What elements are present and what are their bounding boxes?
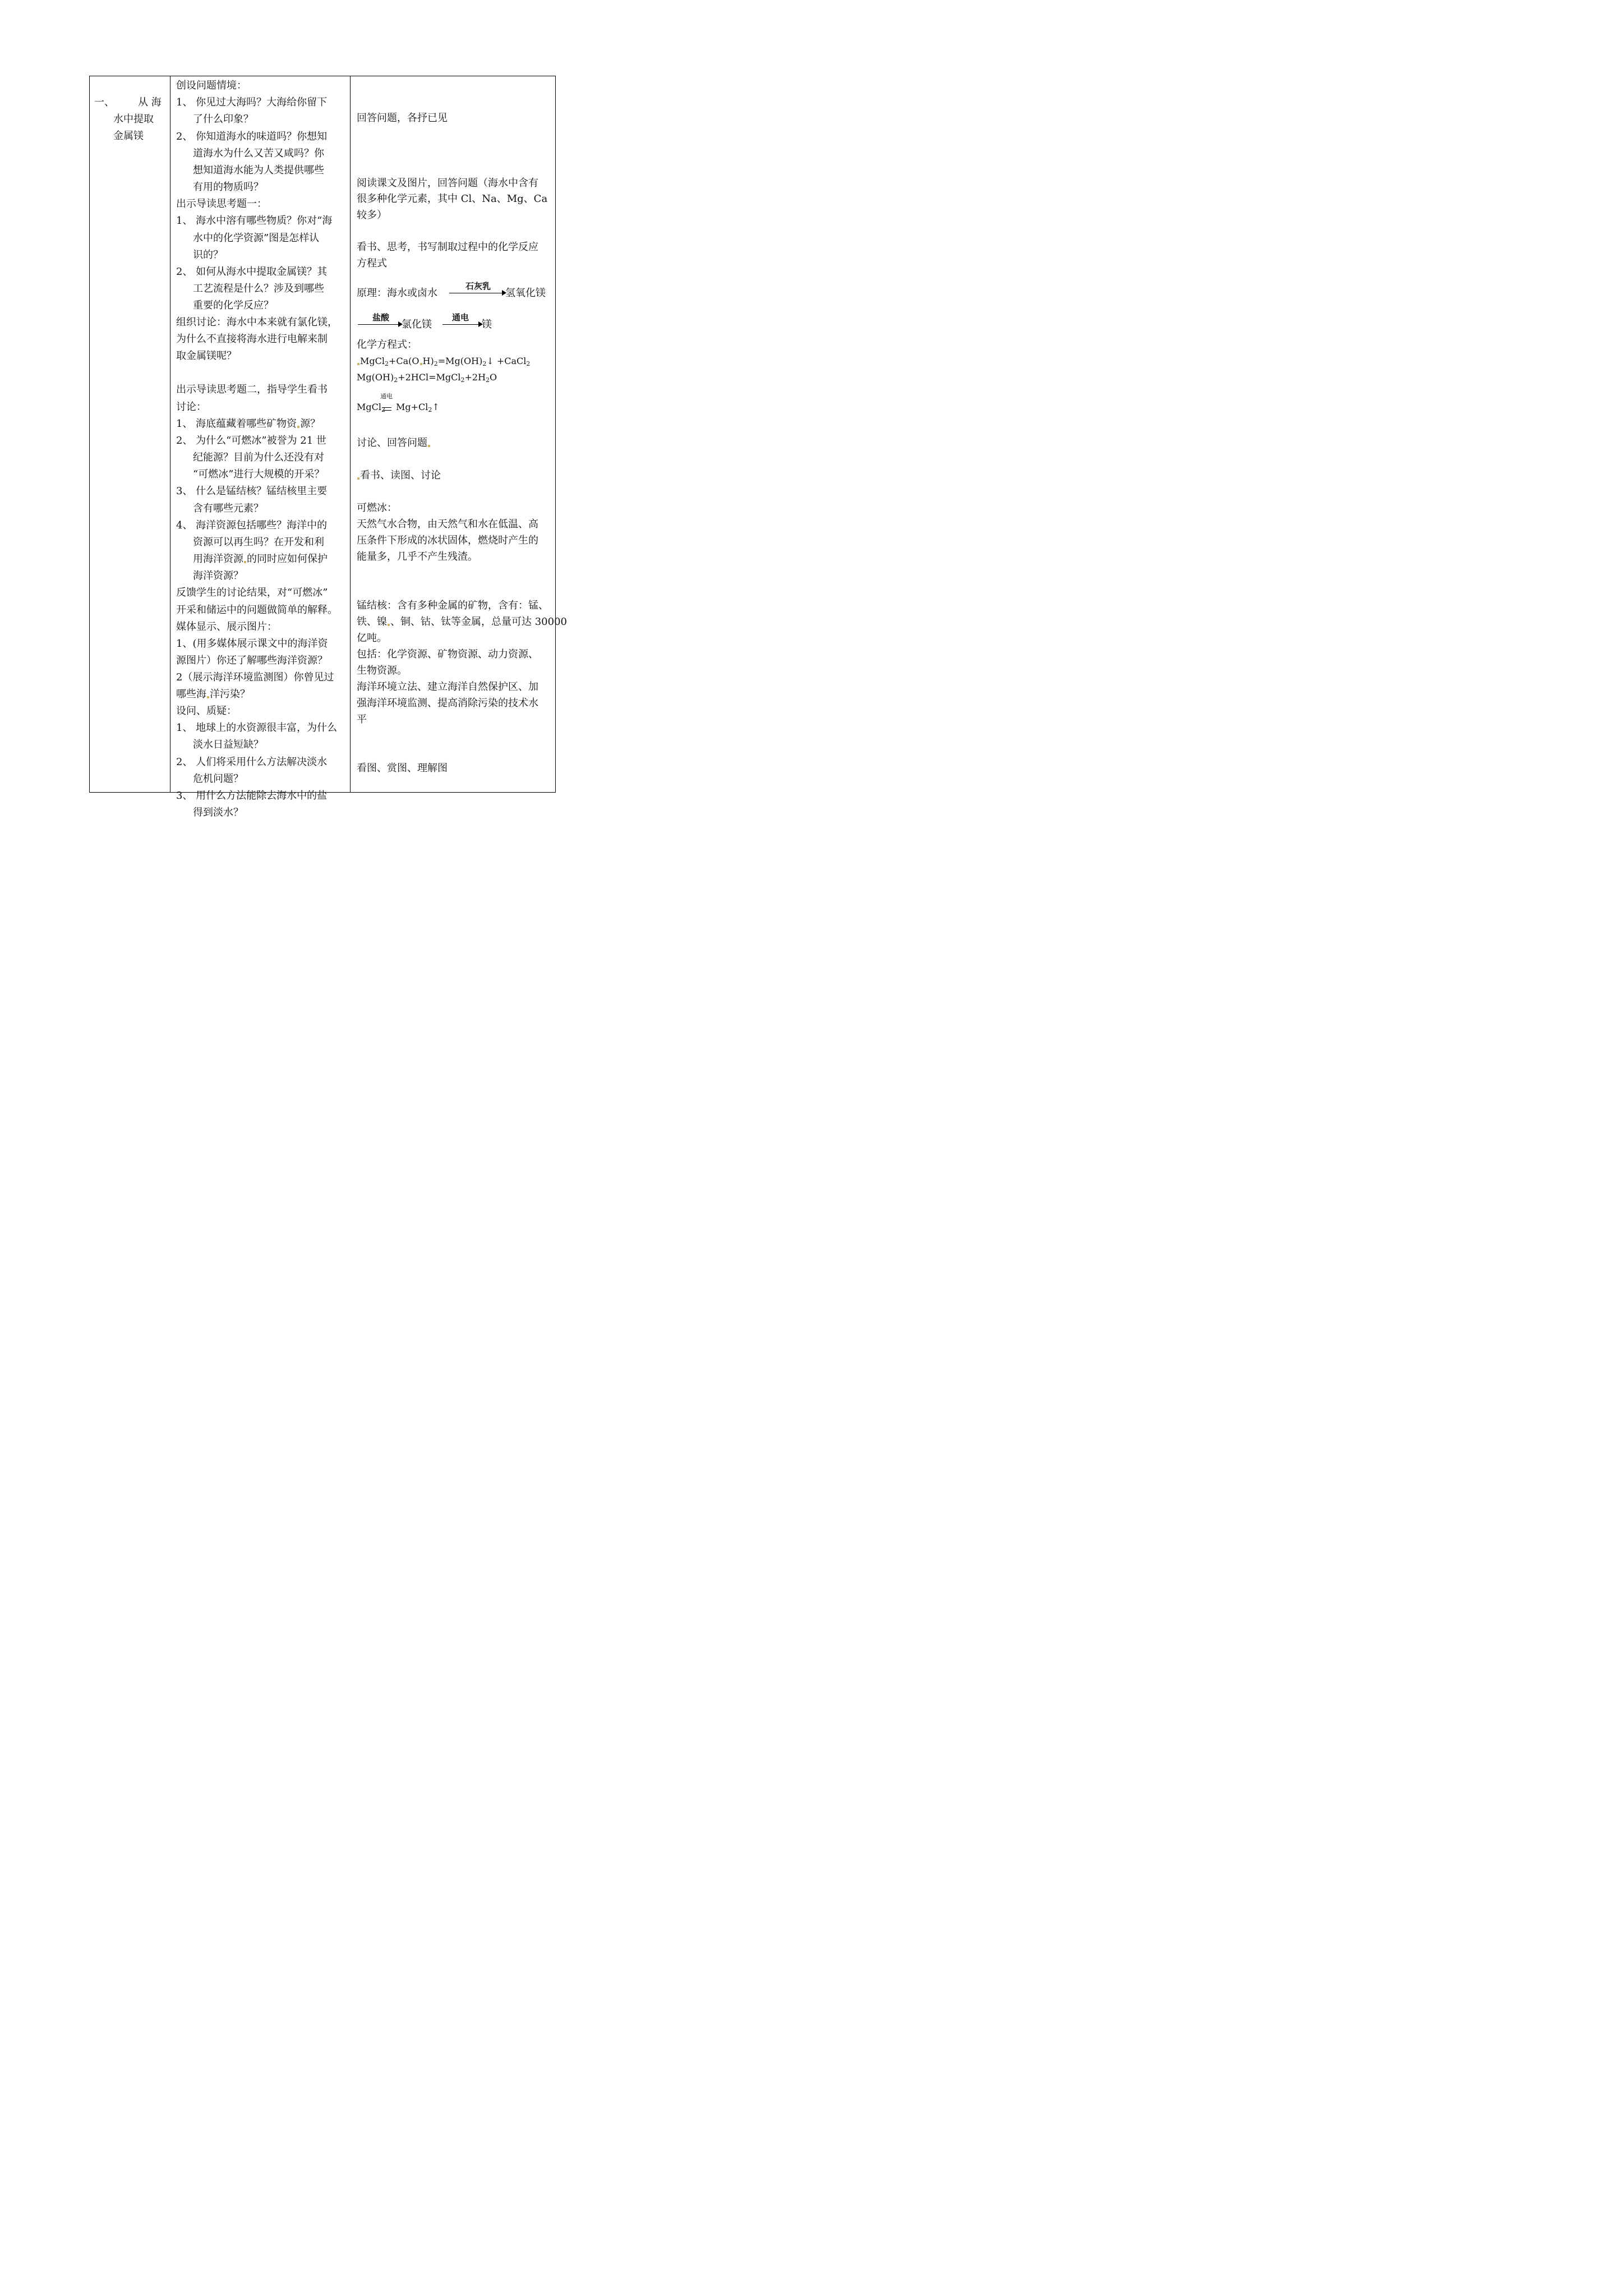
text-line: 创设问题情境： <box>176 80 247 91</box>
section-heading-cell <box>90 76 170 792</box>
text-line: 组织讨论：海水中本来就有氯化镁， <box>176 316 338 328</box>
chemical-equation: $Mg+Cl_2↑$ <box>396 402 440 413</box>
text-line: 用海洋资源 的同时应如何保护 <box>193 553 328 565</box>
text-line: 强海洋环境监测、提高消除污染的技术水 <box>357 697 538 709</box>
reagent-label: 盐酸 <box>372 312 390 323</box>
text-line: 含有哪些元素？ <box>193 503 264 514</box>
text-line: 压条件下形成的冰状固体，燃烧时产生的 <box>357 535 538 546</box>
text-line: 识的？ <box>193 249 223 261</box>
section-title-line: 金属镁 <box>113 130 144 142</box>
chemical-equation: MgCl$_2$ <box>357 402 385 413</box>
text-line: 重要的化学反应？ <box>193 300 274 311</box>
reaction-arrow <box>358 324 402 325</box>
text-line: 讨论、回答问题 <box>357 437 431 449</box>
section-title-line: 水中提取 <box>113 113 154 125</box>
text-line: 道海水为什么又苦又咸吗？你 <box>193 148 324 159</box>
edit-mark <box>207 696 209 698</box>
text-line: 较多） <box>357 209 387 221</box>
text-line: 天然气水合物，由天然气和水在低温、高 <box>357 518 538 530</box>
text-line: 了什么印象？ <box>193 113 253 125</box>
text-line: 海洋环境立法、建立海洋自然保护区、加 <box>357 681 538 693</box>
edit-mark <box>357 477 359 480</box>
text-line: 氢氧化镁 <box>505 287 546 299</box>
text-line: 取金属镁呢？ <box>176 350 237 362</box>
text-line: 资源可以再生吗？在开发和利 <box>193 536 324 548</box>
text-line: 2、 人们将采用什么方法解决淡水 <box>176 756 328 768</box>
text-line: 为什么不直接将海水进行电解来制 <box>176 333 328 345</box>
text-line: 开采和储运中的问题做简单的解释。 <box>176 604 338 616</box>
text-line: 工艺流程是什么？涉及到哪些 <box>193 283 324 295</box>
text-line: 锰结核：含有多种金属的矿物，含有：锰、 <box>357 600 548 611</box>
section-number: 一、 <box>94 96 114 108</box>
text-line: 1、 海水中溶有哪些物质？你对“海 <box>176 215 333 227</box>
text-line: 回答问题，各抒已见 <box>357 112 448 124</box>
text-line: 1、 海底蕴藏着哪些矿物资 源？ <box>176 418 321 430</box>
text-line: 化学方程式： <box>357 339 417 351</box>
edit-mark <box>357 363 359 365</box>
text-line: 2、 为什么“可燃冰”被誉为 21 世 <box>176 435 326 447</box>
chemical-equation: MgCl$_2$+Ca(O $H)_2=Mg(OH)_2↓$ +CaCl$_2$ <box>357 355 530 370</box>
text-line: 1、 你见过大海吗？大海给你留下 <box>176 96 328 108</box>
equals-bar <box>382 410 391 411</box>
condition-label: 通电 <box>380 393 393 400</box>
text-line: 媒体显示、展示图片： <box>176 621 277 633</box>
text-line: 反馈学生的讨论结果，对“可燃冰” <box>176 587 328 599</box>
section-title-line: 从 海 <box>138 96 162 108</box>
text-line: 纪能源？目前为什么还没有对 <box>193 452 324 463</box>
text-line: 很多种化学元素，其中 Cl、Na、Mg、Ca <box>357 193 548 205</box>
teacher-activity-cell <box>171 76 349 818</box>
text-line: 生物资源。 <box>357 665 407 677</box>
text-line: 1、(用多媒体展示课文中的海洋资 <box>176 638 328 650</box>
text-line: “可燃冰”进行大规模的开采？ <box>193 468 325 480</box>
text-line: 1、 地球上的水资源很丰富，为什么 <box>176 722 338 734</box>
equals-bar <box>382 407 391 408</box>
text-line: 想知道海水能为人类提供哪些 <box>193 164 324 176</box>
lesson-plan-table <box>89 76 567 818</box>
reaction-arrow <box>442 324 482 325</box>
text-line: 看书、思考，书写制取过程中的化学反应 <box>357 241 538 253</box>
text-line: 危机问题？ <box>193 773 243 785</box>
text-line: 看图、赏图、理解图 <box>357 762 448 774</box>
student-activity-cell <box>351 76 567 792</box>
text-line: 2、 你知道海水的味道吗？你想知 <box>176 131 328 142</box>
edit-mark <box>297 426 299 428</box>
text-line: 淡水日益短缺？ <box>193 739 264 751</box>
text-line: 设问、质疑： <box>176 705 237 717</box>
text-line: 看书、读图、讨论 <box>357 470 441 482</box>
text-line: 源图片）你还了解哪些海洋资源？ <box>176 655 328 666</box>
reagent-label: 通电 <box>452 312 469 323</box>
text-line: 可燃冰： <box>357 502 397 514</box>
text-line: 能量多，几乎不产生残渣。 <box>357 551 478 563</box>
text-line: 阅读课文及图片，回答问题（海水中含有 <box>357 177 538 189</box>
text-line: 出示导读思考题一： <box>176 198 267 210</box>
text-line: 得到淡水？ <box>193 807 243 818</box>
text-line: 有用的物质吗？ <box>193 181 264 193</box>
text-line: 包括：化学资源、矿物资源、动力资源、 <box>357 648 538 660</box>
text-line: 4、 海洋资源包括哪些？海洋中的 <box>176 519 328 531</box>
text-line: 2、 如何从海水中提取金属镁？其 <box>176 266 328 278</box>
text-line: 亿吨。 <box>357 632 387 644</box>
text-line: 讨论： <box>176 401 206 413</box>
text-line: 平 <box>357 714 367 725</box>
text-line: 哪些海 洋污染？ <box>176 688 250 700</box>
edit-mark <box>388 624 390 626</box>
reagent-label: 石灰乳 <box>465 281 491 291</box>
text-line: 铁、镍 、铜、钴、钛等金属，总量可达 30000 <box>357 616 567 628</box>
text-line: 3、 什么是锰结核？锰结核里主要 <box>176 485 328 497</box>
text-line: 水中的化学资源”图是怎样认 <box>193 232 320 244</box>
edit-mark <box>428 445 430 447</box>
edit-mark <box>420 363 422 365</box>
edit-mark <box>244 561 246 563</box>
text-line: 镁 <box>482 319 492 330</box>
chemical-equation: $Mg(OH)_2+2HCl=MgCl_2+2H_2O$ <box>357 372 497 384</box>
text-line: 3、 用什么方法能除去海水中的盐 <box>176 790 328 802</box>
text-line: 海洋资源？ <box>193 570 243 582</box>
text-line: 出示导读思考题二，指导学生看书 <box>176 384 328 395</box>
text-line: 原理：海水或卤水 <box>357 287 437 299</box>
text-line: 2（展示海洋环境监测图）你曾见过 <box>176 671 334 683</box>
column-divider <box>350 76 351 792</box>
text-line: 方程式 <box>357 257 387 269</box>
text-line: 氯化镁 <box>402 319 432 330</box>
